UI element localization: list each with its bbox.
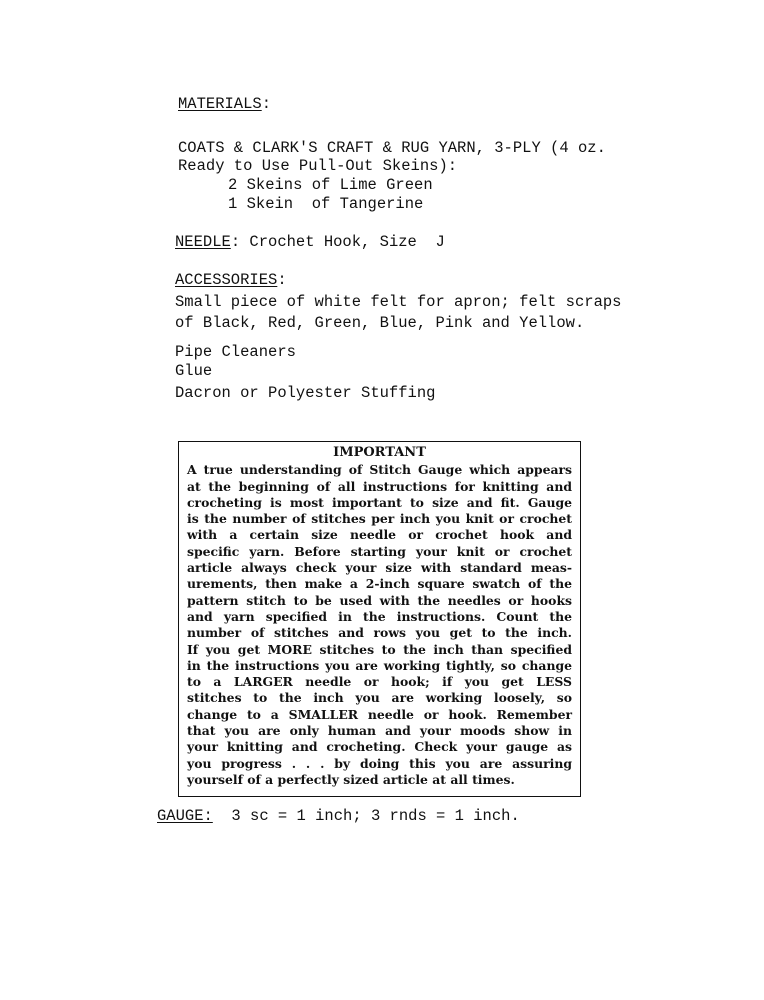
important-line: in the instructions you are working tightly, so change — [187, 657, 572, 673]
important-line: If you get MORE stitches to the inch than specified — [187, 641, 572, 657]
gauge-heading: GAUGE: — [157, 807, 213, 825]
gauge-line — [157, 806, 520, 826]
accessories-heading-colon: : — [277, 271, 287, 289]
materials-heading-colon: : — [261, 95, 272, 113]
accessories-felt-line-2: of Black, Red, Green, Blue, Pink and Yellow. — [175, 314, 585, 332]
important-line: with a certain size needle or crochet hook and — [187, 527, 572, 543]
gauge-text: 3 sc = 1 inch; 3 rnds = 1 inch. — [212, 807, 520, 825]
materials-heading-text: MATERIALS — [178, 95, 262, 113]
yarn-description-line-2: Ready to Use Pull-Out Skeins): — [178, 157, 458, 175]
accessories-heading — [175, 270, 287, 290]
accessories-heading-text: ACCESSORIES — [175, 271, 278, 289]
important-line: A true understanding of Stitch Gauge which appears — [187, 462, 572, 478]
important-line: pattern stitch to be used with the needles or hooks — [187, 592, 572, 608]
important-line: article always check your size with standard meas- — [187, 560, 572, 576]
accessory-item-stuffing: Dacron or Polyester Stuffing — [175, 384, 436, 402]
important-line: change to a SMALLER needle or hook. Remember — [187, 706, 572, 722]
accessories-felt-line-1: Small piece of white felt for apron; felt scraps — [175, 293, 622, 311]
materials-heading — [178, 94, 271, 114]
important-notice-box — [178, 441, 581, 797]
important-line: specific yarn. Before starting your knit or crochet — [187, 543, 572, 559]
important-line: number of stitches and rows you get to the inch. — [187, 625, 572, 641]
important-line: your knitting and crocheting. Check your gauge as — [187, 739, 572, 755]
accessory-item-pipe-cleaners: Pipe Cleaners — [175, 343, 296, 361]
important-line: urements, then make a 2-inch square swatch of the — [187, 576, 572, 592]
skein-item-lime-green: 2 Skeins of Lime Green — [228, 176, 433, 194]
needle-heading: NEEDLE — [175, 233, 231, 251]
important-line: crocheting is most important to size and fit. Gauge — [187, 494, 572, 510]
accessory-item-glue: Glue — [175, 362, 213, 380]
important-line: is the number of stitches per inch you knit or crochet — [187, 511, 572, 527]
important-line: that you are only human and your moods show in — [187, 723, 572, 739]
important-line: yourself of a perfectly sized article at all times. — [187, 771, 515, 787]
important-line: and yarn specified in the instructions. Count the — [187, 608, 572, 624]
yarn-description-line-1: COATS & CLARK'S CRAFT & RUG YARN, 3-PLY (4 oz. — [178, 139, 606, 157]
important-line: stitches to the inch you are working loosely, so — [187, 690, 572, 706]
needle-text: : Crochet Hook, Size J — [230, 233, 445, 251]
skein-item-tangerine: 1 Skein of Tangerine — [228, 195, 424, 213]
important-line: at the beginning of all instructions for knitting and — [187, 478, 572, 494]
important-title: IMPORTANT — [333, 445, 426, 460]
important-line: you progress . . . by doing this you are assuring — [187, 755, 572, 771]
important-line: to a LARGER needle or hook; if you get LESS — [187, 674, 572, 690]
needle-line — [175, 232, 445, 252]
